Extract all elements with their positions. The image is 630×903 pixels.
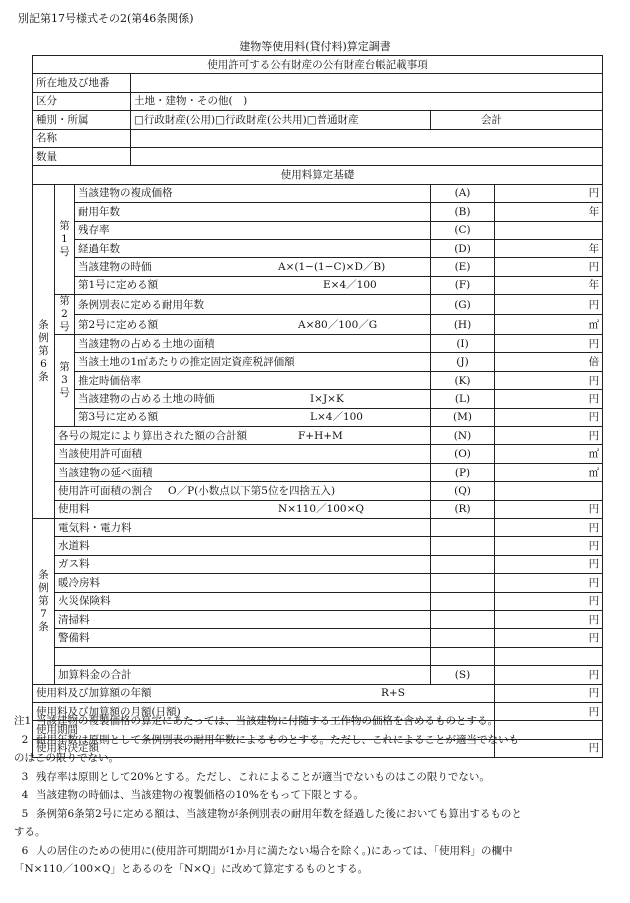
- vertical-char: 第: [59, 219, 70, 232]
- item-label: 加算料金の合計: [55, 666, 431, 684]
- item-unit[interactable]: ㎡: [495, 445, 603, 463]
- item-label-cell: [55, 482, 431, 500]
- table-row: [33, 111, 603, 129]
- field-value[interactable]: □行政財産(公用)□行政財産(公共用)□普通財産: [131, 111, 431, 129]
- table-row: [33, 555, 603, 573]
- note-item: [14, 712, 614, 731]
- vertical-char: 号: [59, 245, 70, 258]
- item-label-cell: [75, 335, 431, 353]
- note-continuation: のはこの限りでない。: [14, 752, 119, 764]
- table-row: [33, 574, 603, 592]
- table-row: [33, 482, 603, 500]
- item-code: (H): [431, 315, 495, 335]
- item-label-cell: [75, 184, 431, 202]
- item-label: 推定時価倍率: [78, 374, 141, 387]
- table-row: [33, 666, 603, 684]
- item-label: 警備料: [55, 629, 431, 647]
- vertical-char: 7: [40, 607, 47, 620]
- note-number: 5: [21, 807, 29, 820]
- item-unit[interactable]: 年: [495, 203, 603, 221]
- field-label: 名称: [33, 129, 131, 147]
- vertical-char: 条: [38, 318, 49, 331]
- note-continuation: 「N×110／100×Q」とあるのを「N×Q」に改めて算定するものとする。: [14, 863, 369, 875]
- item-label: 使用料: [58, 503, 90, 516]
- table-row: [33, 500, 603, 518]
- item-code: [431, 610, 495, 628]
- item-unit[interactable]: 倍: [495, 353, 603, 371]
- item-code: (J): [431, 353, 495, 371]
- item-label: 第2号に定める額: [78, 318, 159, 331]
- item-unit[interactable]: 円: [495, 518, 603, 536]
- vertical-char: 例: [38, 581, 49, 594]
- item-label: 各号の規定により算出された額の合計額: [58, 429, 247, 442]
- section-heading: 使用許可する公有財産の公有財産台帳記載事項: [33, 56, 603, 74]
- item-label-cell: [75, 353, 431, 371]
- vertical-group-label: [55, 335, 75, 427]
- item-label: 使用料決定額: [36, 742, 99, 755]
- item-unit[interactable]: ㎡: [495, 315, 603, 335]
- table-row: [33, 221, 603, 239]
- item-label: 使用期間: [36, 723, 78, 736]
- item-label: ガス料: [55, 555, 431, 573]
- item-label-cell: [75, 408, 431, 426]
- note-number: 4: [21, 789, 29, 801]
- item-code: (G): [431, 295, 495, 315]
- item-formula: O／P(小数点以下第5位を四捨五入): [168, 484, 336, 497]
- vertical-char: 第: [38, 594, 49, 607]
- calculation-table: [32, 55, 603, 758]
- item-unit[interactable]: 円: [495, 390, 603, 408]
- vertical-char: 1: [61, 232, 68, 245]
- item-code: (L): [431, 390, 495, 408]
- note-number: 注1: [14, 715, 32, 727]
- field-value[interactable]: 土地・建物・その他( ): [131, 92, 603, 110]
- item-code: [431, 592, 495, 610]
- vertical-char: 条: [38, 620, 49, 633]
- item-label-cell: [75, 221, 431, 239]
- field-label: 種別・所属: [33, 111, 131, 129]
- item-code: [431, 518, 495, 536]
- item-formula: A×80／100／G: [298, 318, 378, 331]
- item-code: [431, 647, 495, 665]
- note-item: [14, 786, 614, 805]
- note-text: 当該建物の時価は、当該建物の複製価格の10%をもって下限とする。: [36, 789, 364, 801]
- item-unit[interactable]: 円: [495, 427, 603, 445]
- table-row: [33, 537, 603, 555]
- vertical-char: 第: [59, 295, 70, 308]
- item-code: (M): [431, 408, 495, 426]
- item-code: (R): [431, 500, 495, 518]
- table-row: [33, 147, 603, 165]
- vertical-group-label: [55, 295, 75, 335]
- field-label: 所在地及び地番: [33, 74, 131, 92]
- field-value[interactable]: [131, 129, 603, 147]
- item-code: (D): [431, 239, 495, 257]
- vertical-char: 条: [38, 568, 49, 581]
- item-formula: N×110／100×Q: [278, 503, 364, 516]
- item-unit[interactable]: [495, 482, 603, 500]
- item-code: (C): [431, 221, 495, 239]
- vertical-char: 3: [61, 374, 68, 387]
- item-unit[interactable]: 円: [495, 184, 603, 202]
- item-unit[interactable]: 円: [495, 666, 603, 684]
- item-code: (S): [431, 666, 495, 684]
- table-row: [33, 518, 603, 536]
- vertical-char: 2: [61, 308, 68, 321]
- item-unit[interactable]: 円: [495, 629, 603, 647]
- table-row: [33, 295, 603, 315]
- item-unit[interactable]: ㎡: [495, 463, 603, 481]
- table-row: [33, 390, 603, 408]
- item-formula: A×(1−(1−C)×D／B): [278, 260, 386, 273]
- item-label: 第3号に定める額: [78, 411, 159, 424]
- table-row: [33, 239, 603, 257]
- item-label-cell: [75, 239, 431, 257]
- item-formula: R+S: [381, 687, 405, 700]
- item-code: (Q): [431, 482, 495, 500]
- vertical-char: 号: [59, 387, 70, 400]
- item-unit[interactable]: 円: [495, 408, 603, 426]
- item-unit[interactable]: 円: [495, 702, 603, 720]
- vertical-group-label: [33, 518, 55, 684]
- item-label: 当該建物の延べ面積: [58, 466, 153, 479]
- item-label-cell: [55, 445, 431, 463]
- item-code: (I): [431, 335, 495, 353]
- note-item: [14, 731, 614, 750]
- item-unit[interactable]: 円: [495, 500, 603, 518]
- field-value[interactable]: [131, 147, 603, 165]
- item-unit[interactable]: 円: [495, 574, 603, 592]
- item-code: (A): [431, 184, 495, 202]
- item-label-cell: [33, 684, 495, 702]
- vertical-group-label: [55, 184, 75, 294]
- item-label-cell: [75, 276, 431, 294]
- table-row: [33, 184, 603, 202]
- note-text: 人の居住のための使用に(使用許可期間が1か月に満たない場合を除く。)にあっては、「使用料」の欄中: [36, 844, 513, 857]
- item-code: (F): [431, 276, 495, 294]
- table-row: [33, 92, 603, 110]
- vertical-char: 例: [38, 331, 49, 344]
- item-code: (E): [431, 258, 495, 276]
- note-item: [14, 768, 614, 787]
- note-item: [14, 805, 614, 824]
- item-label: 火災保険料: [55, 592, 431, 610]
- field-extra: 会計: [431, 111, 603, 129]
- item-label: 水道料: [55, 537, 431, 555]
- field-label: 区分: [33, 92, 131, 110]
- note-text: 当該建物の複製価格の算定にあたっては、当該建物に付随する工作物の価格を含めるものとする。: [36, 715, 498, 727]
- table-row: [33, 684, 603, 702]
- item-label: 当該土地の1㎡あたりの推定固定資産税評価額: [78, 356, 295, 369]
- item-code: (B): [431, 203, 495, 221]
- item-label: 当該建物の占める土地の面積: [78, 337, 215, 350]
- table-row: [33, 647, 603, 665]
- item-code: (K): [431, 371, 495, 389]
- item-formula: E×4／100: [323, 279, 377, 292]
- note-number: 2: [21, 733, 29, 746]
- item-label: 当該使用許可面積: [58, 448, 142, 461]
- table-row: [33, 315, 603, 335]
- item-label: 当該建物の時価: [78, 260, 152, 273]
- table-row: [33, 445, 603, 463]
- vertical-char: 号: [59, 321, 70, 334]
- table-row: [33, 592, 603, 610]
- table-row: [33, 408, 603, 426]
- item-label: 経過年数: [78, 242, 120, 255]
- table-row: [33, 353, 603, 371]
- item-label: 当該建物の複成価格: [78, 187, 173, 200]
- item-unit[interactable]: 年: [495, 276, 603, 294]
- item-label: 条例別表に定める耐用年数: [78, 298, 204, 311]
- table-row: [33, 258, 603, 276]
- item-label-cell: [75, 390, 431, 408]
- note-continuation: する。: [14, 826, 46, 838]
- item-label-cell: [75, 315, 431, 335]
- table-row: [33, 335, 603, 353]
- item-unit[interactable]: [495, 647, 603, 665]
- item-formula: L×4／100: [310, 411, 363, 424]
- item-code: [431, 629, 495, 647]
- vertical-char: 6: [40, 357, 47, 370]
- table-row: [33, 629, 603, 647]
- item-unit[interactable]: 円: [495, 684, 603, 702]
- table-row: [33, 74, 603, 92]
- item-code: [431, 574, 495, 592]
- notes-section: [14, 712, 614, 879]
- item-label-cell: [75, 295, 431, 315]
- note-item: [14, 842, 614, 861]
- item-label: 第1号に定める額: [78, 279, 159, 292]
- item-code: [431, 555, 495, 573]
- item-unit[interactable]: 円: [495, 295, 603, 315]
- item-label: 使用許可面積の割合: [58, 484, 153, 497]
- vertical-char: 条: [38, 370, 49, 383]
- form-number: 別記第17号様式その2(第46条関係): [18, 12, 194, 25]
- field-label: 数量: [33, 147, 131, 165]
- item-unit[interactable]: 円: [495, 739, 603, 757]
- table-row: [33, 129, 603, 147]
- table-row: [33, 463, 603, 481]
- field-value[interactable]: [131, 74, 603, 92]
- item-label-cell: [75, 371, 431, 389]
- vertical-char: 第: [59, 361, 70, 374]
- item-label: 清掃料: [55, 610, 431, 628]
- item-label: [55, 647, 431, 665]
- section-heading: 使用料算定基礎: [33, 166, 603, 184]
- item-label: 耐用年数: [78, 205, 120, 218]
- item-label: 使用料及び加算額の月額(日額): [36, 705, 181, 718]
- item-code: (N): [431, 427, 495, 445]
- item-unit[interactable]: 円: [495, 371, 603, 389]
- item-code: (O): [431, 445, 495, 463]
- item-label: 当該建物の占める土地の時価: [78, 392, 215, 405]
- item-label: 暖冷房料: [55, 574, 431, 592]
- table-row: [33, 371, 603, 389]
- item-label: 電気料・電力料: [55, 518, 431, 536]
- item-unit[interactable]: 円: [495, 258, 603, 276]
- note-text: 残存率は原則として20%とする。ただし、これによることが適当でないものはこの限りでない。: [36, 770, 490, 783]
- item-formula: F+H+M: [298, 429, 343, 442]
- item-unit[interactable]: 円: [495, 555, 603, 573]
- item-label: 使用料及び加算額の年額: [36, 687, 152, 700]
- table-row: [33, 610, 603, 628]
- item-unit[interactable]: 円: [495, 610, 603, 628]
- item-formula: I×J×K: [310, 392, 344, 405]
- form-title: 建物等使用料(貸付料)算定調書: [239, 40, 391, 53]
- table-row: [33, 427, 603, 445]
- item-unit[interactable]: 円: [495, 537, 603, 555]
- note-text: 耐用年数は原則として条例別表の耐用年数によるものとする。ただし、これによることが適当でないも: [36, 733, 519, 746]
- table-row: [33, 276, 603, 294]
- item-code: (P): [431, 463, 495, 481]
- item-label-cell: [75, 203, 431, 221]
- vertical-group-label: [33, 184, 55, 518]
- item-label-cell: [55, 500, 431, 518]
- vertical-char: 第: [38, 344, 49, 357]
- item-unit[interactable]: [495, 221, 603, 239]
- item-label: 残存率: [78, 224, 110, 237]
- table-row: [33, 203, 603, 221]
- item-unit[interactable]: 年: [495, 239, 603, 257]
- note-number: 3: [21, 770, 29, 783]
- item-unit[interactable]: 円: [495, 335, 603, 353]
- note-number: 6: [21, 844, 29, 857]
- item-label-cell: [75, 258, 431, 276]
- item-code: [431, 537, 495, 555]
- item-label-cell: [55, 463, 431, 481]
- note-text: 条例第6条第2号に定める額は、当該建物が条例別表の耐用年数を経過した後においても算出するものと: [36, 807, 522, 820]
- item-label-cell: [55, 427, 431, 445]
- item-unit[interactable]: 円: [495, 592, 603, 610]
